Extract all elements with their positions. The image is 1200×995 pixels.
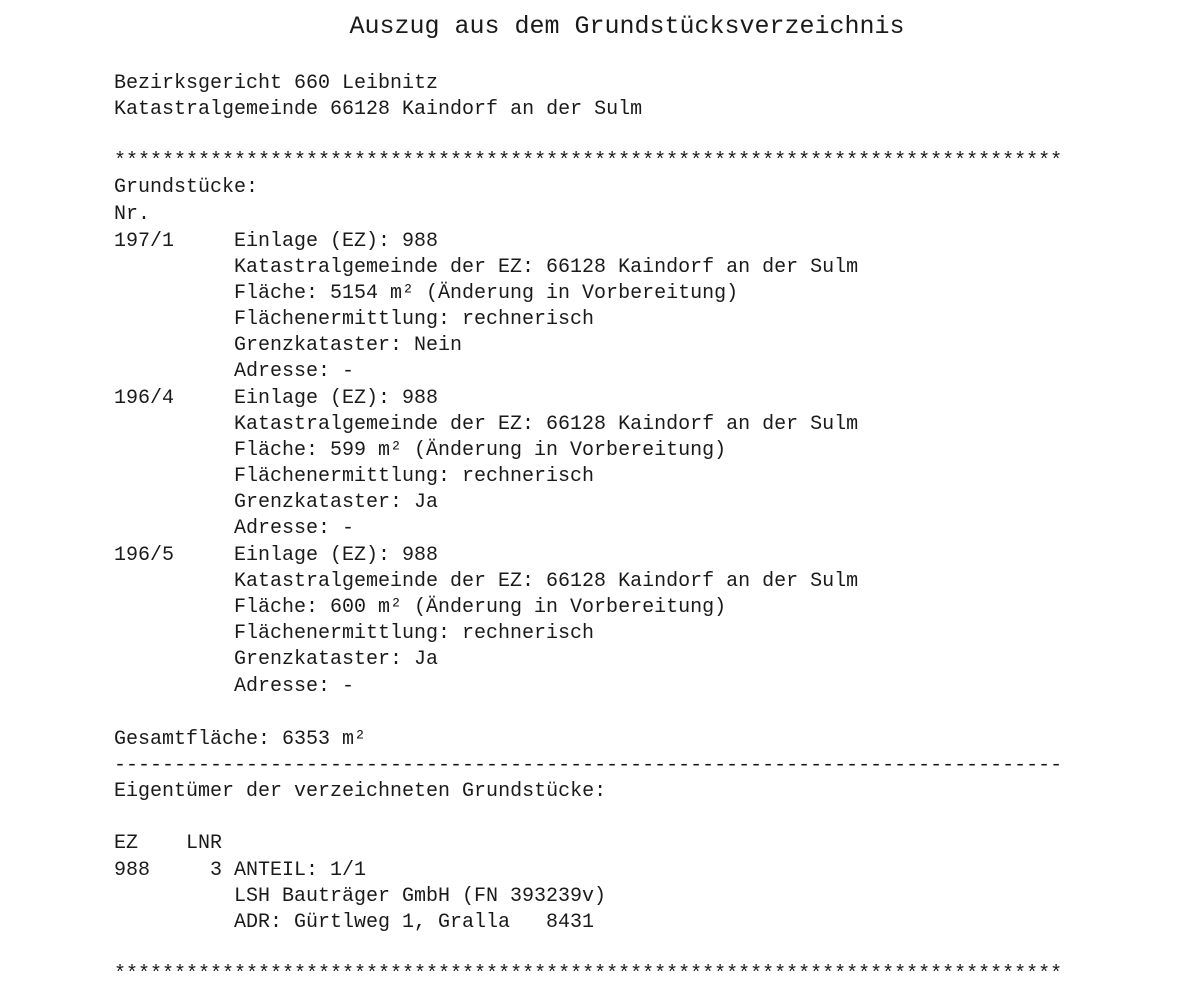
plot-number: 196/4 (114, 387, 175, 410)
plot-cadastral: Katastralgemeinde der EZ: 66128 Kaindorf an der Sulm (234, 570, 859, 593)
plot-address: Adresse: - (234, 675, 355, 698)
document-title: Auszug aus dem Grundstücksverzeichnis (349, 12, 905, 41)
owner-share: ANTEIL: 1/1 (234, 859, 367, 882)
plots-heading: Grundstücke: (114, 176, 259, 199)
plot-cadastral: Katastralgemeinde der EZ: 66128 Kaindorf an der Sulm (234, 413, 859, 436)
cadastral-community-line: Katastralgemeinde 66128 Kaindorf an der Sulm (114, 98, 643, 121)
owner-ez: 988 (114, 859, 151, 882)
dash-separator: ------------------------------------------------------------------------------- (114, 754, 1063, 777)
owner-address: ADR: Gürtlweg 1, Gralla 8431 (234, 911, 595, 934)
owners-column-ez: EZ (114, 832, 139, 855)
total-area: Gesamtfläche: 6353 m² (114, 728, 367, 751)
plot-einlage: Einlage (EZ): 988 (234, 230, 439, 253)
plot-number-header: Nr. (114, 203, 151, 226)
plot-area: Fläche: 5154 m² (Änderung in Vorbereitung) (234, 282, 739, 305)
star-separator-bottom: ******************************************************************************* (114, 963, 1063, 986)
plot-area: Fläche: 599 m² (Änderung in Vorbereitung) (234, 439, 727, 462)
plot-boundary-cadastre: Grenzkataster: Ja (234, 648, 439, 671)
owners-column-lnr: LNR (186, 832, 223, 855)
plot-number: 196/5 (114, 544, 175, 567)
court-line: Bezirksgericht 660 Leibnitz (114, 72, 439, 95)
plot-cadastral: Katastralgemeinde der EZ: 66128 Kaindorf an der Sulm (234, 256, 859, 279)
owner-lnr: 3 (210, 859, 223, 882)
plot-address: Adresse: - (234, 517, 355, 540)
plot-address: Adresse: - (234, 360, 355, 383)
plot-boundary-cadastre: Grenzkataster: Ja (234, 491, 439, 514)
plot-area-method: Flächenermittlung: rechnerisch (234, 308, 595, 331)
plot-area-method: Flächenermittlung: rechnerisch (234, 622, 595, 645)
owners-heading: Eigentümer der verzeichneten Grundstücke: (114, 780, 607, 803)
plot-area: Fläche: 600 m² (Änderung in Vorbereitung) (234, 596, 727, 619)
plot-boundary-cadastre: Grenzkataster: Nein (234, 334, 463, 357)
owner-name: LSH Bauträger GmbH (FN 393239v) (234, 885, 607, 908)
plot-einlage: Einlage (EZ): 988 (234, 387, 439, 410)
star-separator-top: ******************************************************************************* (114, 150, 1063, 173)
plot-area-method: Flächenermittlung: rechnerisch (234, 465, 595, 488)
plot-number: 197/1 (114, 230, 175, 253)
plot-einlage: Einlage (EZ): 988 (234, 544, 439, 567)
